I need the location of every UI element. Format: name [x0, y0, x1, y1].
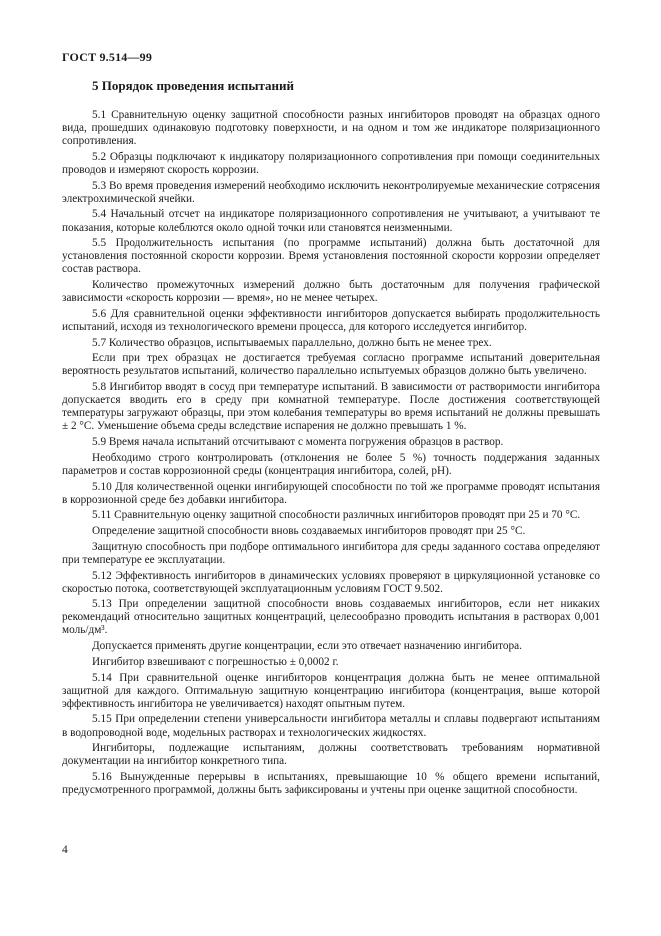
paragraph-5-9-control: Необходимо строго контролировать (отклонения не более 5 %) точность поддержания заданных параметров и состав коррозионной среды (концентрация ингибитора, солей, pH).	[62, 451, 600, 477]
paragraph-5-11-optimal: Защитную способность при подборе оптимального ингибитора для среды заданного состава определяют при температуре ее эксплуатации.	[62, 540, 600, 566]
paragraph-5-7: 5.7 Количество образцов, испытываемых параллельно, должно быть не менее трех.	[92, 336, 492, 349]
paragraph-5-10: 5.10 Для количественной оценки ингибирующей способности по той же программе проводят испытания в коррозионной среде без добавки ингибитора.	[62, 480, 600, 506]
paragraph-5-1: 5.1 Сравнительную оценку защитной способности разных ингибиторов проводят на образцах одного вида, прошедших одинаковую подготовку поверхности, и на одном и том же индикаторе поляризационного сопротивления.	[62, 109, 600, 148]
paragraph-5-14: 5.14 При сравнительной оценке ингибиторов концентрация должна быть не менее оптимальной защитной для каждого. Оптимальную защитную концентрацию ингибитора (концентрация, выше которой эффективность ингибитора не увеличивается) находят опытным путем.	[62, 671, 600, 710]
paragraph-5-2: 5.2 Образцы подключают к индикатору поляризационного сопротивления при помощи соединительных проводов и измеряют скорость коррозии.	[62, 150, 600, 176]
paragraph-5-4: 5.4 Начальный отсчет на индикаторе поляризационного сопротивления не учитывают, а учитывают те показания, которые колеблются около одной точки или становятся неизменными.	[62, 208, 600, 234]
page-number: 4	[62, 844, 68, 856]
section-title: 5 Порядок проведения испытаний	[92, 78, 294, 93]
paragraph-5-11-new: Определение защитной способности вновь создаваемых ингибиторов проводят при 25 °С.	[92, 525, 526, 538]
paragraph-5-12: 5.12 Эффективность ингибиторов в динамических условиях проверяют в циркуляционной установке со скоростью потока, соответствующей эксплуатационным условиям ГОСТ 9.502.	[62, 569, 600, 595]
paragraph-5-16: 5.16 Вынужденные перерывы в испытаниях, превышающие 10 % общего времени испытаний, предусмотренного программой, должны быть зафиксированы и учтены при оценке защитной способности.	[62, 770, 600, 797]
paragraph-5-3: 5.3 Во время проведения измерений необходимо исключить неконтролируемые механические сотрясения электрохимической ячейки.	[62, 179, 600, 205]
paragraph-5-8: 5.8 Ингибитор вводят в сосуд при температуре испытаний. В зависимости от растворимости ингибитора допускается вводить его в среду при комнатной температуре. После достижения соответствующей температуры загружают образцы, при этом колебания температуры во время испытаний не должны превышать ± 2 °С. Уменьшение объема среды вследствие испарения не должно превышать 1 %.	[62, 381, 600, 433]
paragraph-5-13-weigh: Ингибитор взвешивают с погрешностью ± 0,0002 г.	[92, 655, 339, 668]
paragraph-5-11: 5.11 Сравнительную оценку защитной способности различных ингибиторов проводят при 25 и 70 °С.	[92, 509, 581, 522]
document-code: ГОСТ 9.514—99	[62, 50, 153, 64]
paragraph-5-15-requirements: Ингибиторы, подлежащие испытаниям, должны соответствовать требованиям нормативной документации на ингибитор конкретного типа.	[62, 742, 600, 768]
paragraph-5-5: 5.5 Продолжительность испытания (по программе испытаний) должна быть достаточной для установления постоянной скорости коррозии. Время установления постоянной скорости коррозии определяет состав раствора.	[62, 237, 600, 276]
paragraph-5-15: 5.15 При определении степени универсальности ингибитора металлы и сплавы подвергают испытаниям в водопроводной воде, модельных растворах и технологических жидкостях.	[62, 713, 600, 739]
paragraph-5-9: 5.9 Время начала испытаний отсчитывают с момента погружения образцов в раствор.	[92, 436, 504, 449]
paragraph-5-13: 5.13 При определении защитной способности вновь создаваемых ингибиторов, если нет никаких рекомендаций относительно защитных концентраций, целесообразно проводить испытания в растворах 0,001 моль/дм³.	[62, 598, 600, 637]
body-text	[62, 109, 600, 800]
paragraph-5-6: 5.6 Для сравнительной оценки эффективности ингибиторов допускается выбирать продолжительность испытаний, исходя из технологического времени процесса, для которого исследуется ингибитор.	[62, 307, 600, 333]
paragraph-5-5-intermediate: Количество промежуточных измерений должно быть достаточным для получения графической зависимости «скорость коррозии — время», но не менее четырех.	[62, 279, 600, 305]
paragraph-5-7-continued: Если при трех образцах не достигается требуемая согласно программе испытаний доверительная вероятность результатов испытаний, количество параллельно испытуемых образцов должно быть увеличено.	[62, 352, 600, 378]
paragraph-5-13-other: Допускается применять другие концентрации, если это отвечает назначению ингибитора.	[92, 640, 522, 653]
